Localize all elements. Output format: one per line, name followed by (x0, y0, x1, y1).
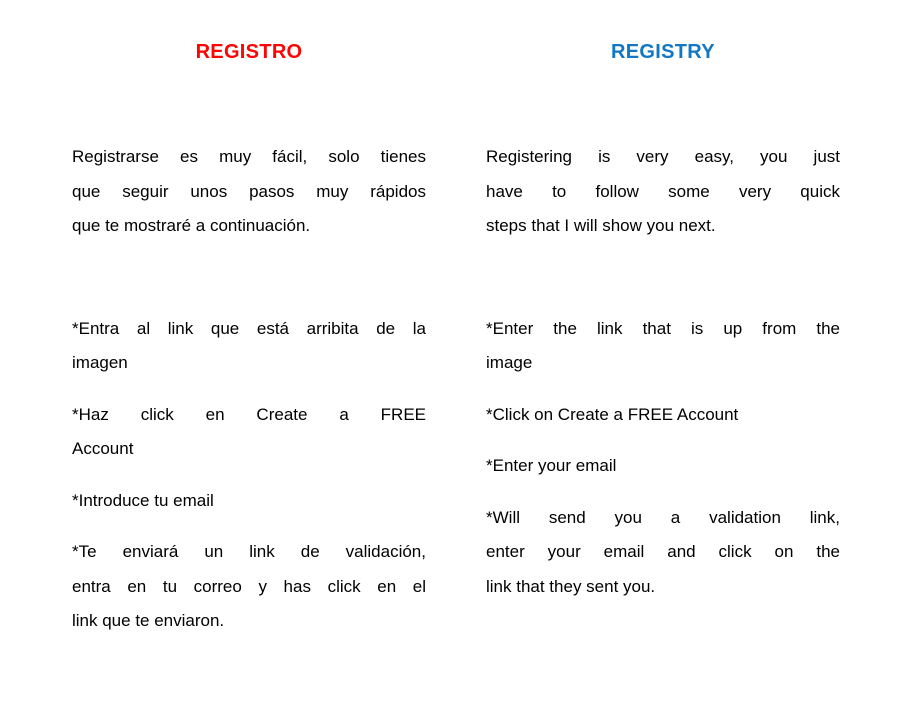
step-paragraph-en-1 (486, 312, 840, 381)
text-line: Registrarse es muy fácil, solo tienes (72, 147, 426, 166)
text-line: *Enter your email (486, 456, 617, 475)
text-line: entra en tu correo y has click en el (72, 576, 426, 596)
text-line: *Will send you a validation link, (486, 507, 840, 527)
text-line: image (486, 353, 533, 372)
text-line: steps that I will show you next. (486, 216, 716, 235)
text-line: que seguir unos pasos muy rápidos (72, 181, 426, 201)
intro-paragraph-en (486, 140, 840, 244)
text-line: Registering is very easy, you just (486, 147, 840, 166)
intro-paragraph-es (72, 140, 426, 244)
text-line: link que te enviaron. (72, 611, 225, 630)
step-paragraph-es-3 (72, 484, 426, 519)
text-line: *Te enviará un link de validación, (72, 542, 426, 561)
step-paragraph-en-2 (486, 398, 840, 433)
step-paragraph-es-4 (72, 535, 426, 639)
text-line: que te mostraré a continuación. (72, 216, 311, 235)
text-line: Account (72, 439, 134, 458)
text-line: *Enter the link that is up from the (486, 318, 840, 338)
text-line: *Click on Create a FREE Account (486, 404, 739, 424)
text-line: *Introduce tu email (72, 490, 214, 510)
spanish-column-title: REGISTRO (195, 41, 303, 63)
step-paragraph-en-3 (486, 449, 840, 484)
text-line: have to follow some very quick (486, 181, 840, 201)
step-paragraph-es-1 (72, 312, 426, 381)
text-line: link that they sent you. (486, 576, 656, 596)
text-line: imagen (72, 353, 128, 372)
english-column-title: REGISTRY (611, 41, 715, 63)
step-paragraph-en-4 (486, 501, 840, 605)
text-line: enter your email and click on the (486, 542, 840, 561)
text-line: *Entra al link que está arribita de la (72, 318, 426, 338)
spanish-column (72, 140, 426, 639)
step-paragraph-es-2 (72, 398, 426, 467)
english-column (486, 140, 840, 604)
text-line: *Haz click en Create a FREE (72, 404, 426, 424)
